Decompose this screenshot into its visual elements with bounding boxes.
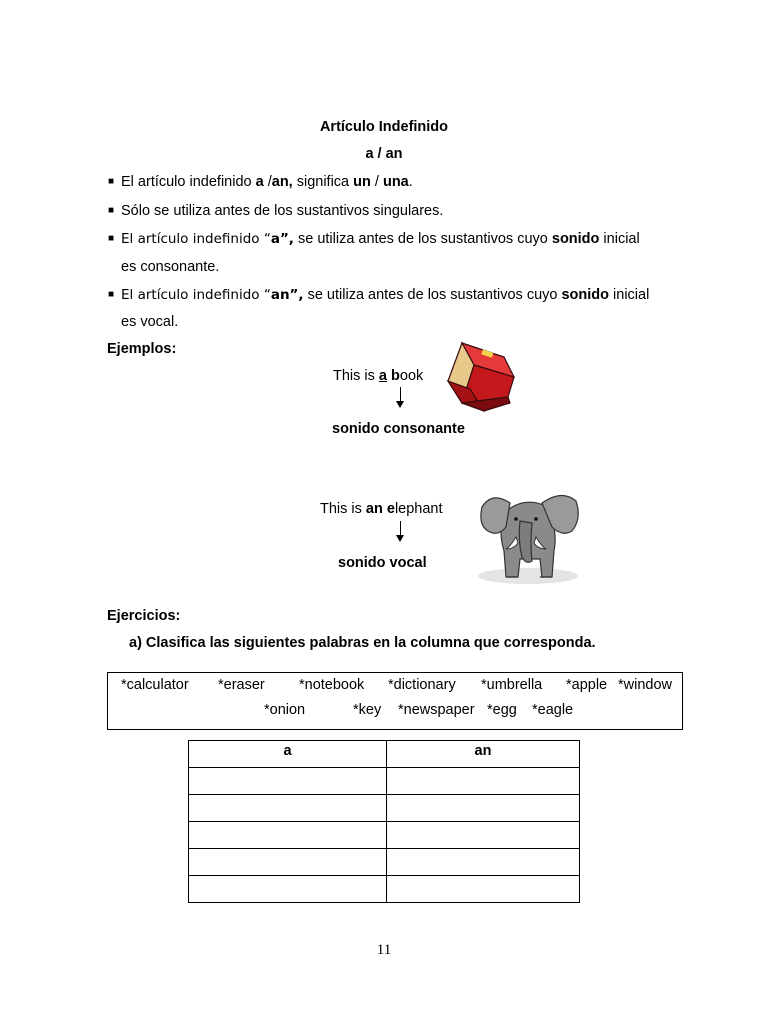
bullet-1 [121, 174, 413, 190]
elephant-icon [476, 485, 582, 585]
example-2-sentence [320, 501, 443, 517]
arrow-down-icon [396, 535, 404, 542]
bullet-marker: ■ [108, 233, 115, 244]
example-1-sentence [333, 368, 423, 384]
page-title: Artículo Indefinido [319, 119, 449, 135]
bullet-4-continuation: es vocal. [121, 314, 179, 330]
bullet-1-bold-an: an, [271, 174, 293, 190]
bullet-3-text2: se utiliza antes de los sustantivos cuyo [293, 231, 552, 247]
column-header-an: an [387, 741, 580, 768]
word-item: *onion [264, 702, 306, 718]
bullet-3 [121, 231, 640, 247]
table-row [189, 876, 580, 903]
example-1-text: This is [333, 368, 379, 384]
exercise-a-instruction: a) Clasifica las siguientes palabras en la columna que corresponda. [129, 635, 596, 651]
example-2-initial: e [386, 501, 395, 517]
arrow-line [400, 521, 401, 535]
word-item: *dictionary [388, 677, 456, 693]
bullet-3-text: El artículo indefinido “ [121, 231, 271, 247]
examples-heading: Ejemplos: [107, 341, 177, 357]
table-row [189, 768, 580, 795]
page-number: 11 [376, 942, 392, 958]
table-cell[interactable] [387, 849, 580, 876]
word-item: *egg [487, 702, 517, 718]
bullet-1-bold-una: una [382, 174, 409, 190]
bullet-3-bold-a: a”, [270, 231, 294, 247]
bullet-4-text2: se utiliza antes de los sustantivos cuyo [303, 287, 562, 303]
bullet-1-bold-un: un [353, 174, 371, 190]
bullet-4 [121, 287, 649, 303]
word-item: *key [353, 702, 382, 718]
example-2-label: sonido vocal [338, 555, 427, 571]
table-cell[interactable] [387, 876, 580, 903]
example-2-text: This is [320, 501, 366, 517]
bullet-1-bold-a: a [255, 174, 264, 190]
table-cell[interactable] [387, 795, 580, 822]
bullet-4-text3: inicial [609, 287, 650, 303]
word-item: *eraser [218, 677, 265, 693]
example-1-rest: ook [399, 368, 424, 384]
bullet-4-text: El artículo indefinido “ [121, 287, 271, 303]
bullet-2: Sólo se utiliza antes de los sustantivos singulares. [121, 203, 444, 219]
table-cell[interactable] [189, 876, 387, 903]
table-cell[interactable] [189, 849, 387, 876]
exercises-heading: Ejercicios: [107, 608, 181, 624]
bullet-marker: ■ [108, 289, 115, 300]
word-item: *calculator [121, 677, 189, 693]
example-2-article: an [365, 501, 383, 517]
bullet-1-slash: / [263, 174, 272, 190]
classification-table [188, 740, 580, 903]
arrow-down-icon [396, 401, 404, 408]
bullet-3-continuation: es consonante. [121, 259, 220, 275]
page-subtitle: a / an [365, 146, 403, 162]
bullet-4-bold-sonido: sonido [561, 287, 610, 303]
column-header-a: a [189, 741, 387, 768]
bullet-1-period: . [408, 174, 413, 190]
word-item: *notebook [299, 677, 365, 693]
table-row [189, 849, 580, 876]
bullet-1-text: El artículo indefinido [121, 174, 256, 190]
example-1-initial: b [391, 368, 400, 384]
word-bank [107, 672, 683, 730]
table-cell[interactable] [387, 822, 580, 849]
table-header-row [189, 741, 580, 768]
word-item: *apple [566, 677, 608, 693]
bullet-1-text2: significa [292, 174, 354, 190]
example-1-label: sonido consonante [332, 421, 465, 437]
table-cell[interactable] [189, 795, 387, 822]
table-cell[interactable] [189, 768, 387, 795]
bullet-3-text3: inicial [599, 231, 640, 247]
bullet-marker: ■ [108, 176, 115, 187]
table-cell[interactable] [387, 768, 580, 795]
word-item: *window [618, 677, 672, 693]
example-2-rest: lephant [394, 501, 443, 517]
bullet-marker: ■ [108, 205, 115, 216]
word-item: *eagle [532, 702, 574, 718]
bullet-3-bold-sonido: sonido [551, 231, 600, 247]
bullet-4-bold-an: an”, [270, 287, 304, 303]
table-row [189, 795, 580, 822]
table-row [189, 822, 580, 849]
word-item: *umbrella [481, 677, 543, 693]
bullet-1-slash2: / [370, 174, 383, 190]
table-cell[interactable] [189, 822, 387, 849]
example-1-article: a [378, 368, 387, 384]
word-item: *newspaper [398, 702, 475, 718]
arrow-line [400, 387, 401, 401]
book-icon [444, 337, 516, 415]
